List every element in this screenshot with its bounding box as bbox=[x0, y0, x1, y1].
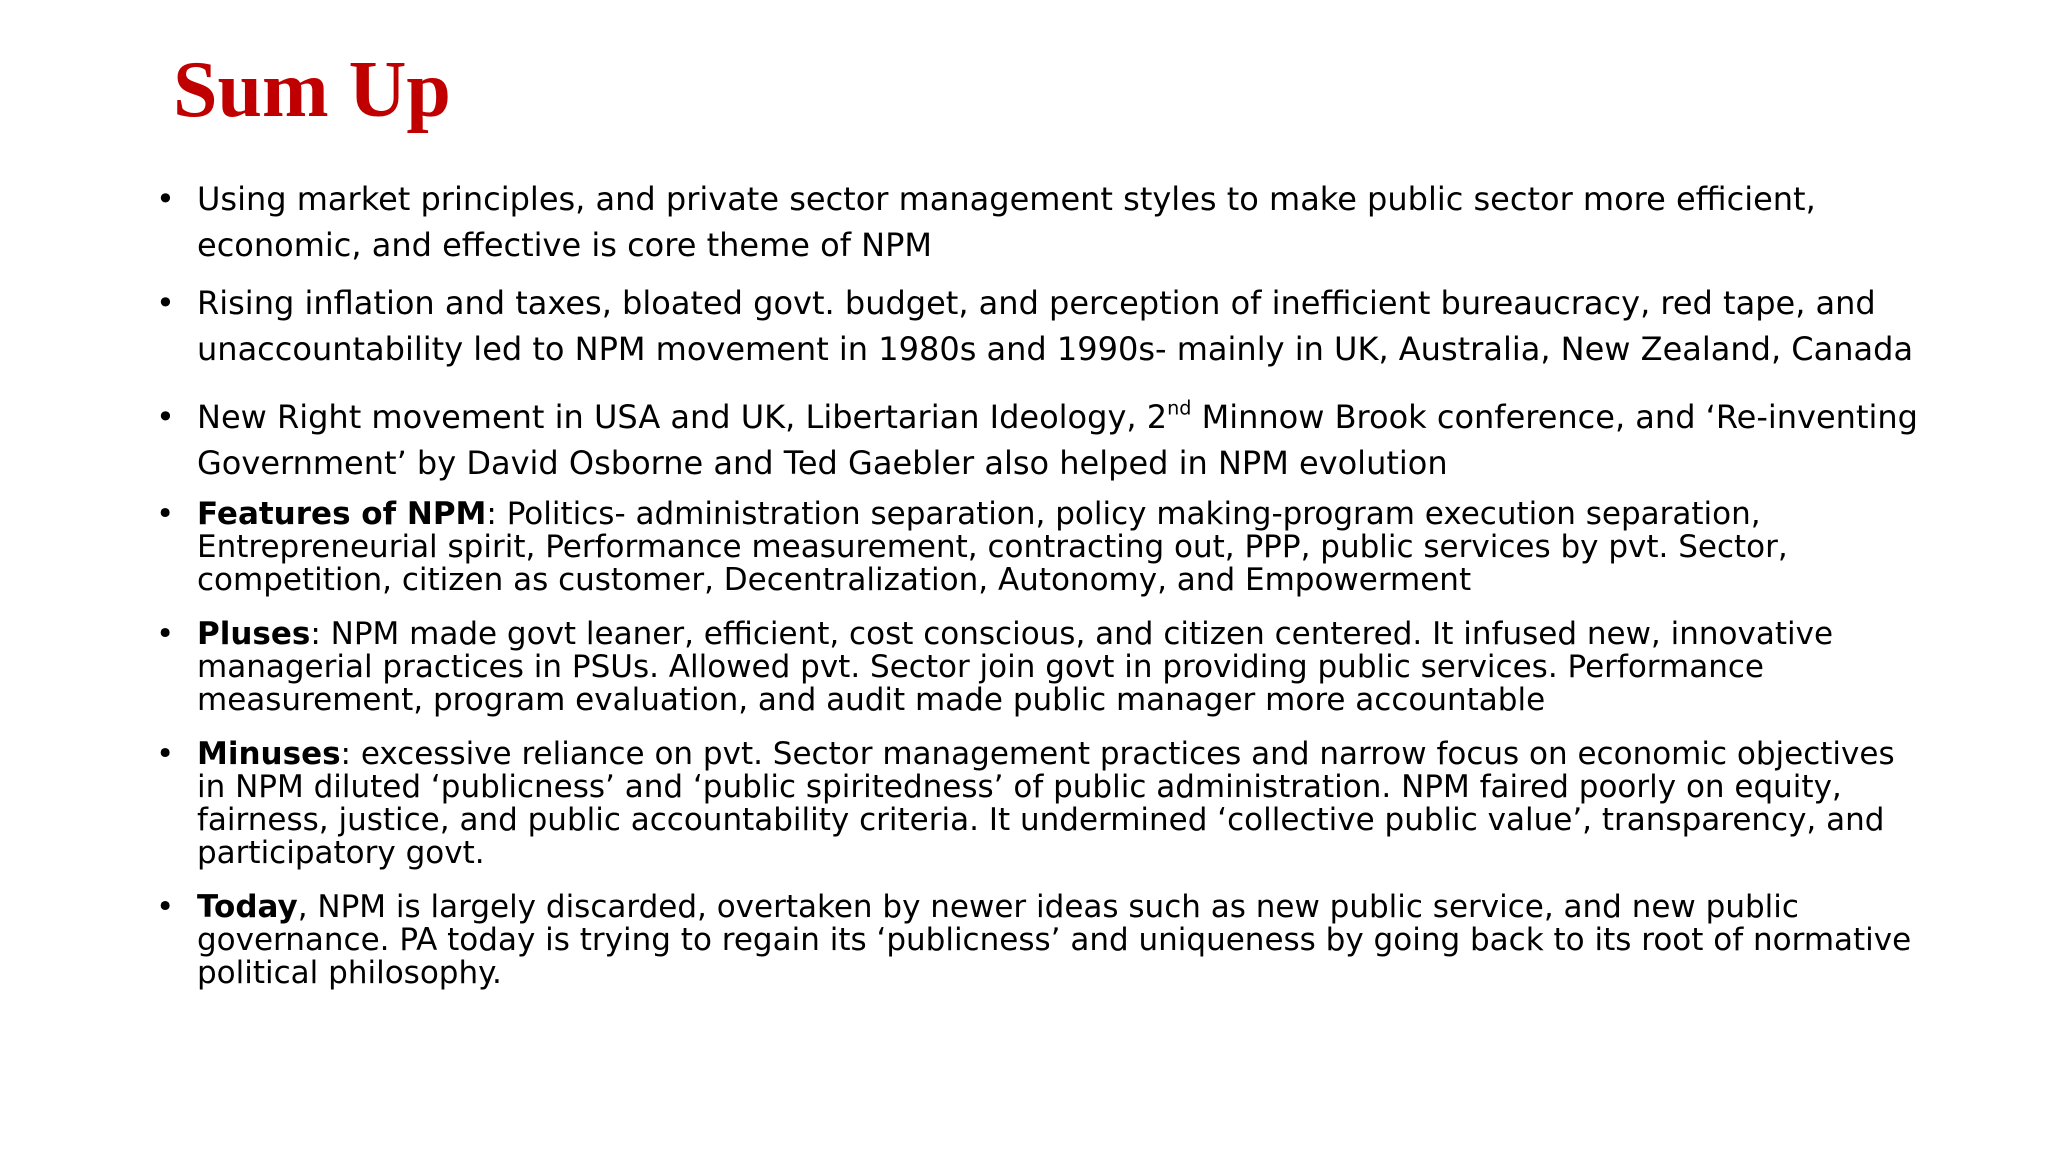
bullet-item-features bbox=[150, 498, 1930, 597]
bullet-item-today bbox=[150, 891, 1930, 990]
bullet-item-minuses bbox=[150, 738, 1930, 870]
bullet-item-npm-core-theme bbox=[150, 176, 1930, 268]
bullet-text: Using market principles, and private sector management styles to make public sector more efficient, economic, and effective is core theme of NPM bbox=[197, 180, 1816, 264]
bullet-text bbox=[197, 616, 1833, 718]
bullet-text bbox=[197, 496, 1788, 598]
bullet-item-pluses bbox=[150, 618, 1930, 717]
bullet-text-part: New Right movement in USA and UK, Libertarian Ideology, 2 bbox=[197, 398, 1168, 436]
bullet-body: , NPM is largely discarded, overtaken by newer ideas such as new public service, and new public governance. PA today is trying to regain its ‘publicness’ and uniqueness by going back to its root of normative political philosophy. bbox=[197, 889, 1912, 991]
ordinal-superscript: nd bbox=[1167, 396, 1192, 420]
bullet-marker: • bbox=[156, 496, 175, 532]
bullet-marker: • bbox=[156, 736, 175, 772]
bullet-list bbox=[150, 176, 1930, 1011]
bullet-marker: • bbox=[156, 398, 175, 436]
slide-title: Sum Up bbox=[173, 46, 451, 134]
bullet-marker: • bbox=[156, 284, 175, 322]
bullet-heading: Pluses bbox=[197, 616, 311, 652]
bullet-body: : Politics- administration separation, policy making-program execution separation, Entrepreneurial spirit, Performance measurement, contracting out, PPP, public services by pvt. Sector, competition, citizen as customer, Decentralization, Autonomy, and Empowerment bbox=[197, 496, 1788, 598]
bullet-text bbox=[197, 736, 1895, 871]
bullet-marker: • bbox=[156, 180, 175, 218]
bullet-marker: • bbox=[156, 616, 175, 652]
bullet-text-part: Minnow Brook conference, and ‘Re-inventing Government’ by David Osborne and Ted Gaebler also helped in NPM evolution bbox=[197, 398, 1918, 482]
bullet-body: : NPM made govt leaner, efficient, cost conscious, and citizen centered. It infused new, innovative managerial practices in PSUs. Allowed pvt. Sector join govt in providing public services. Performance measurement, program evaluation, and audit made public manager more accountable bbox=[197, 616, 1834, 718]
bullet-heading: Today bbox=[197, 889, 298, 925]
bullet-text: Rising inflation and taxes, bloated govt. budget, and perception of inefficient bureaucracy, red tape, and unaccountability led to NPM movement in 1980s and 1990s- mainly in UK, Australia, New Zealand, Canada bbox=[197, 284, 1914, 368]
bullet-text bbox=[197, 398, 1918, 482]
bullet-item-npm-causes bbox=[150, 280, 1930, 372]
bullet-body: : excessive reliance on pvt. Sector management practices and narrow focus on economic objectives in NPM diluted ‘publicness’ and ‘public spiritedness’ of public administration. NPM faired poorly on equity, fairness, justice, and public accountability criteria. It undermined ‘collective public value’, transparency, and participatory govt. bbox=[197, 736, 1895, 871]
bullet-marker: • bbox=[156, 889, 175, 925]
bullet-heading: Minuses bbox=[197, 736, 341, 772]
bullet-heading: Features of NPM bbox=[197, 496, 487, 532]
bullet-text bbox=[197, 889, 1911, 991]
bullet-item-npm-evolution bbox=[150, 394, 1930, 486]
